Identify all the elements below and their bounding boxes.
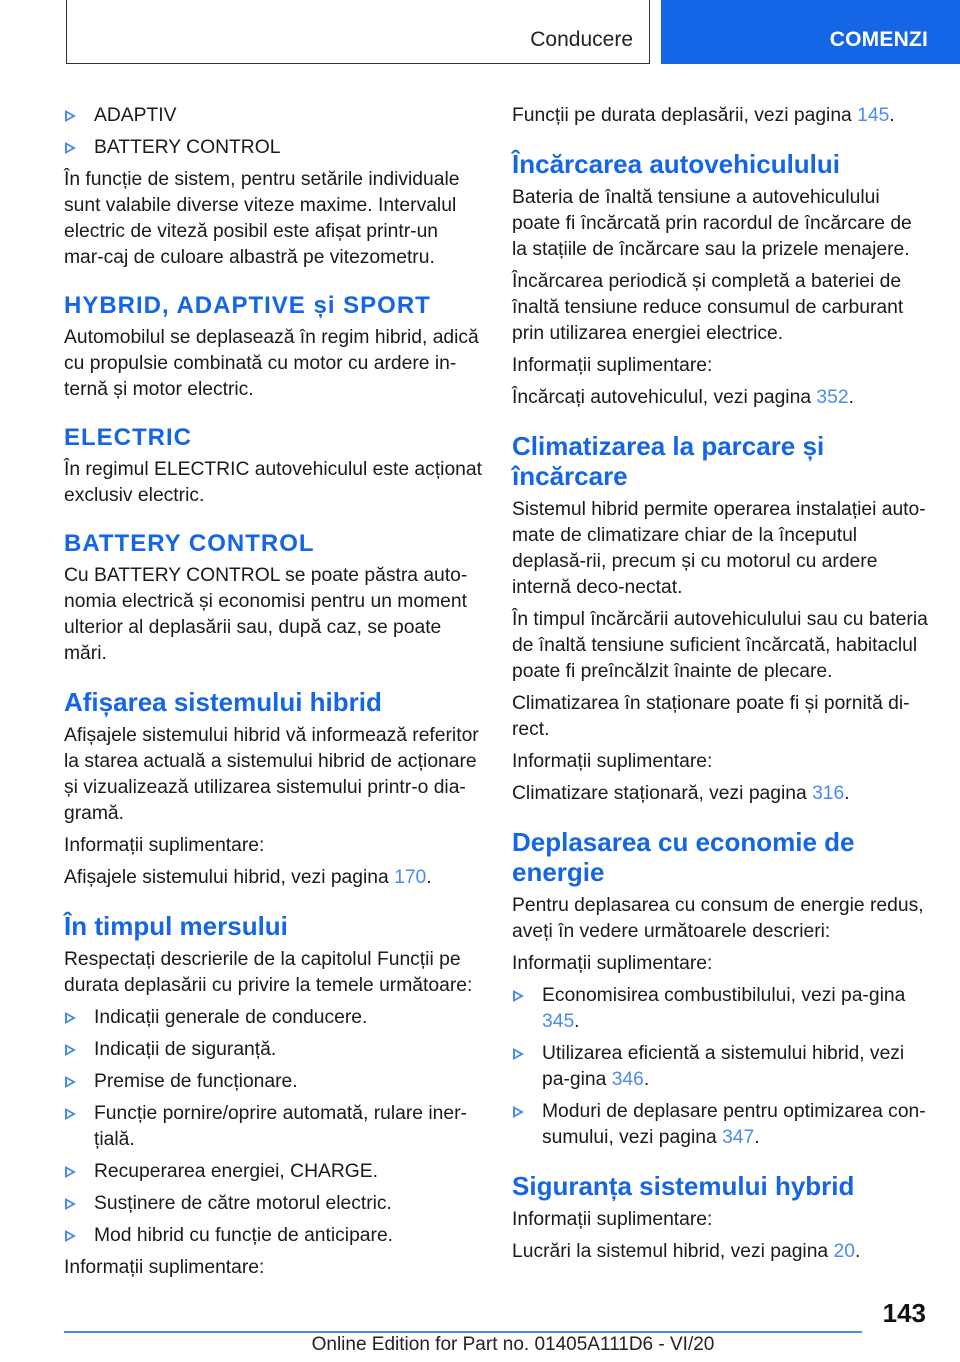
battery-control-paragraph: Cu BATTERY CONTROL se poate păstra auto-nomia electrică și economisi pentru un moment ulterior al deplasării sau, după caz, se poate mări.: [64, 565, 468, 664]
page-link[interactable]: 345: [542, 1011, 575, 1032]
bullet-triangle-icon: [65, 142, 76, 154]
more-info-label: Informații suplimentare:: [512, 751, 713, 772]
cross-reference: Afișajele sistemului hibrid, vezi pagina 170.: [64, 867, 432, 888]
battery-control-heading: BATTERY CONTROL: [64, 530, 315, 557]
page-number: 143: [882, 1298, 926, 1328]
charging-paragraph: Bateria de înaltă tensiune a autovehiculului poate fi încărcată prin racordul de încărcare de la stațiile de încărcare sau la prizele menajere.: [512, 187, 912, 260]
chapter-tab[interactable]: [661, 0, 960, 64]
cross-reference: Climatizare staționară, vezi pagina 316.: [512, 783, 850, 804]
bullet-triangle-icon: [65, 1012, 76, 1024]
driving-topics-list: [64, 1005, 482, 1249]
electric-paragraph: În regimul ELECTRIC autovehiculul este acționat exclusiv electric.: [64, 459, 482, 506]
section-tab-label: Conducere: [530, 28, 633, 51]
climate-paragraph: În timpul încărcării autovehiculului sau cu bateria de înaltă tensiune suficient încărcată, habitaclul poate fi preîncălzit înainte de plecare.: [512, 609, 928, 682]
footer-divider: [64, 1331, 862, 1333]
list-item: Indicații generale de conducere.: [64, 1005, 482, 1031]
cross-reference: Încărcați autovehiculul, vezi pagina 352.: [512, 387, 854, 408]
safety-heading: Siguranța sistemului hybrid: [512, 1171, 855, 1201]
bullet-triangle-icon: [65, 1166, 76, 1178]
right-column: [512, 103, 932, 1271]
electric-heading: ELECTRIC: [64, 424, 192, 451]
climate-heading: Climatizarea la parcare și încărcare: [512, 431, 825, 491]
list-item: Susținere de către motorul electric.: [64, 1191, 482, 1217]
bullet-triangle-icon: [65, 1044, 76, 1056]
bullet-triangle-icon: [65, 1198, 76, 1210]
bullet-triangle-icon: [513, 1106, 524, 1118]
more-info-label: Informații suplimentare:: [512, 355, 713, 376]
bullet-triangle-icon: [513, 990, 524, 1002]
more-info-label: Informații suplimentare:: [512, 953, 713, 974]
edition-footer: Online Edition for Part no. 01405A111D6 - VI/20: [311, 1334, 715, 1355]
cross-reference: Funcții pe durata deplasării, vezi pagina 145.: [512, 105, 895, 126]
more-info-label: Informații suplimentare:: [512, 1209, 713, 1230]
page-link[interactable]: 20: [833, 1241, 855, 1262]
page-header: [0, 0, 960, 66]
economy-heading: Deplasarea cu economie de energie: [512, 827, 855, 887]
list-item: Indicații de siguranță.: [64, 1037, 482, 1063]
chapter-tab-label: COMENZI: [829, 28, 928, 51]
list-item: Funcție pornire/oprire automată, rulare iner-țială.: [64, 1101, 482, 1153]
page-link[interactable]: 145: [857, 105, 890, 126]
list-item: Premise de funcționare.: [64, 1069, 482, 1095]
hybrid-heading: HYBRID, ADAPTIVE și SPORT: [64, 292, 431, 319]
bullet-triangle-icon: [65, 1230, 76, 1242]
intro-paragraph: În funcție de sistem, pentru setările individuale sunt valabile diverse viteze maxime. Intervalul electric de viteză posibil este afișat printr-un mar-caj de culoare albastră pe vitezometru.: [64, 169, 460, 268]
while-driving-paragraph: Respectați descrierile de la capitolul Funcții pe durata deplasării cu privire la temele următoare:: [64, 949, 473, 996]
list-item: Economisirea combustibilului, vezi pa-gina 345.: [512, 983, 932, 1035]
left-column: [64, 103, 482, 1287]
page-link[interactable]: 347: [722, 1127, 755, 1148]
list-item: Utilizarea eficientă a sistemului hibrid, vezi pa-gina 346.: [512, 1041, 932, 1093]
hybrid-display-heading: Afișarea sistemului hibrid: [64, 687, 382, 717]
list-item: Mod hibrid cu funcție de anticipare.: [64, 1223, 482, 1249]
economy-list: [512, 983, 932, 1151]
list-item: ADAPTIV: [64, 103, 482, 129]
page-link[interactable]: 316: [812, 783, 845, 804]
while-driving-heading: În timpul mersului: [64, 911, 288, 941]
economy-paragraph: Pentru deplasarea cu consum de energie redus, aveți în vedere următoarele descrieri:: [512, 895, 924, 942]
page-link[interactable]: 170: [394, 867, 427, 888]
list-item: Moduri de deplasare pentru optimizarea con-sumului, vezi pagina 347.: [512, 1099, 932, 1151]
more-info-label: Informații suplimentare:: [64, 835, 265, 856]
charging-paragraph: Încărcarea periodică și completă a bateriei de înaltă tensiune reduce consumul de carburant prin utilizarea energiei electrice.: [512, 271, 904, 344]
hybrid-display-paragraph: Afișajele sistemului hibrid vă informează referitor la starea actuală a sistemului hibrid de acționare și vizualizează utilizarea sistemului printr-o dia-gramă.: [64, 725, 479, 824]
hybrid-paragraph: Automobilul se deplasează în regim hibrid, adică cu propulsie combinată cu motor cu ardere in-ternă și motor electric.: [64, 327, 479, 400]
list-item: Recuperarea energiei, CHARGE.: [64, 1159, 482, 1185]
cross-reference: Lucrări la sistemul hibrid, vezi pagina 20.: [512, 1241, 861, 1262]
bullet-triangle-icon: [513, 1048, 524, 1060]
bullet-triangle-icon: [65, 1076, 76, 1088]
bullet-triangle-icon: [65, 1108, 76, 1120]
climate-paragraph: Climatizarea în staționare poate fi și pornită di-rect.: [512, 693, 910, 740]
bullet-triangle-icon: [65, 110, 76, 122]
section-tab[interactable]: [66, 0, 650, 64]
list-item: BATTERY CONTROL: [64, 135, 482, 161]
more-info-label: Informații suplimentare:: [64, 1257, 265, 1278]
mode-list: [64, 103, 482, 161]
charging-heading: Încărcarea autovehiculului: [512, 149, 841, 179]
page-link[interactable]: 352: [816, 387, 849, 408]
climate-paragraph: Sistemul hibrid permite operarea instalației auto-mate de climatizare chiar de la începutul deplasă-rii, precum și cu motorul cu ardere internă deco-nectat.: [512, 499, 926, 598]
page-link[interactable]: 346: [611, 1069, 644, 1090]
